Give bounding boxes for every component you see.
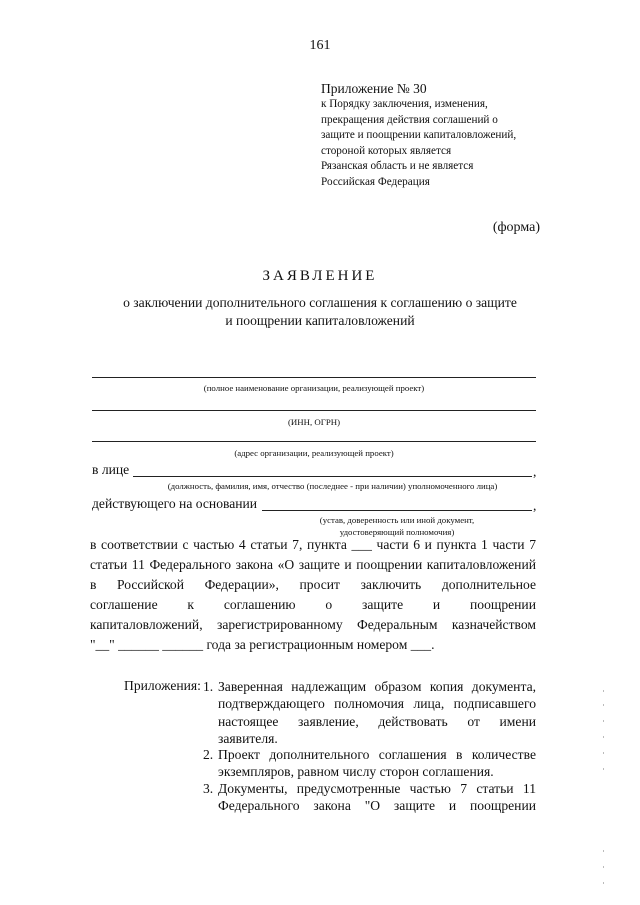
appendix-header bbox=[321, 80, 561, 191]
attachment-number: 2. bbox=[203, 747, 214, 762]
appendix-line: стороной которых является bbox=[321, 144, 452, 157]
address-caption: (адрес организации, реализующей проект) bbox=[234, 448, 394, 458]
scan-margin-marks bbox=[603, 690, 605, 890]
org-name-caption: (полное наименование организации, реализующей проект) bbox=[203, 383, 425, 393]
acting-basis-comma: , bbox=[533, 498, 537, 513]
body-line: капиталовложений, зарегистрированному Федеральным казначейством bbox=[90, 617, 536, 632]
attachment-item bbox=[203, 780, 536, 815]
appendix-line: Рязанская область и не является bbox=[321, 160, 474, 173]
appendix-line: защите и поощрении капиталовложений, bbox=[321, 129, 517, 142]
body-line: в соответствии с частью 4 статьи 7, пункта ___ части 6 и пункта 1 части 7 bbox=[90, 537, 536, 552]
attachment-row: заявителя. bbox=[218, 731, 278, 747]
body-line: соглашение к соглашению о защите и поощрении bbox=[90, 597, 536, 612]
appendix-line: Российская Федерация bbox=[321, 175, 430, 188]
attachment-row: Федерального закона "О защите и поощрении bbox=[218, 798, 536, 814]
acting-basis-field[interactable] bbox=[262, 510, 532, 511]
attachment-row: настоящее заявление, действовать от имени bbox=[218, 713, 536, 729]
in-person-caption: (должность, фамилия, имя, отчество (последнее - при наличии) уполномоченного лица) bbox=[167, 481, 498, 491]
page-number: 161 bbox=[309, 38, 331, 53]
document-subtitle bbox=[0, 294, 640, 330]
inn-ogrn-field[interactable] bbox=[92, 410, 536, 411]
subtitle-line: о заключении дополнительного соглашения к соглашению о защите bbox=[123, 295, 517, 310]
in-person-field[interactable] bbox=[133, 476, 532, 477]
document-title: ЗАЯВЛЕНИЕ bbox=[262, 268, 378, 284]
appendix-title: Приложение № 30 bbox=[321, 81, 427, 96]
attachment-row: экземпляров, равном числу сторон соглашения. bbox=[218, 764, 494, 780]
attachment-number: 1. bbox=[203, 679, 214, 694]
body-line: "__" ______ ______ года за регистрационным номером ___. bbox=[90, 637, 435, 652]
attachment-item bbox=[203, 746, 536, 781]
acting-basis-caption: (устав, доверенность или иной документ, bbox=[319, 515, 475, 525]
attachment-item bbox=[203, 678, 536, 748]
attachment-row: Заверенная надлежащим образом копия документа, bbox=[218, 679, 536, 694]
acting-basis-caption: удостоверяющий полномочия) bbox=[339, 527, 455, 537]
attachment-row: Проект дополнительного соглашения в количестве bbox=[218, 747, 536, 762]
attachments-label: Приложения: bbox=[124, 678, 201, 693]
form-label: (форма) bbox=[492, 220, 540, 235]
body-line: в Российской Федерации», просит заключить дополнительное bbox=[90, 577, 536, 592]
in-person-label: в лице bbox=[92, 462, 130, 477]
appendix-line: к Порядку заключения, изменения, bbox=[321, 98, 488, 110]
acting-basis-label: действующего на основании bbox=[92, 496, 258, 511]
body-line: статьи 11 Федерального закона «О защите и поощрении капиталовложений bbox=[90, 557, 536, 572]
org-name-field[interactable] bbox=[92, 377, 536, 378]
attachment-number: 3. bbox=[203, 781, 214, 796]
attachment-row: Документы, предусмотренные частью 7 статьи 11 bbox=[218, 781, 536, 796]
inn-ogrn-caption: (ИНН, ОГРН) bbox=[288, 417, 340, 427]
address-field[interactable] bbox=[92, 441, 536, 442]
subtitle-line: и поощрении капиталовложений bbox=[225, 313, 415, 328]
appendix-line: прекращения действия соглашений о bbox=[321, 113, 498, 126]
attachment-row: подтверждающего полномочия лица, подписавшего bbox=[218, 696, 536, 712]
in-person-comma: , bbox=[533, 464, 537, 479]
